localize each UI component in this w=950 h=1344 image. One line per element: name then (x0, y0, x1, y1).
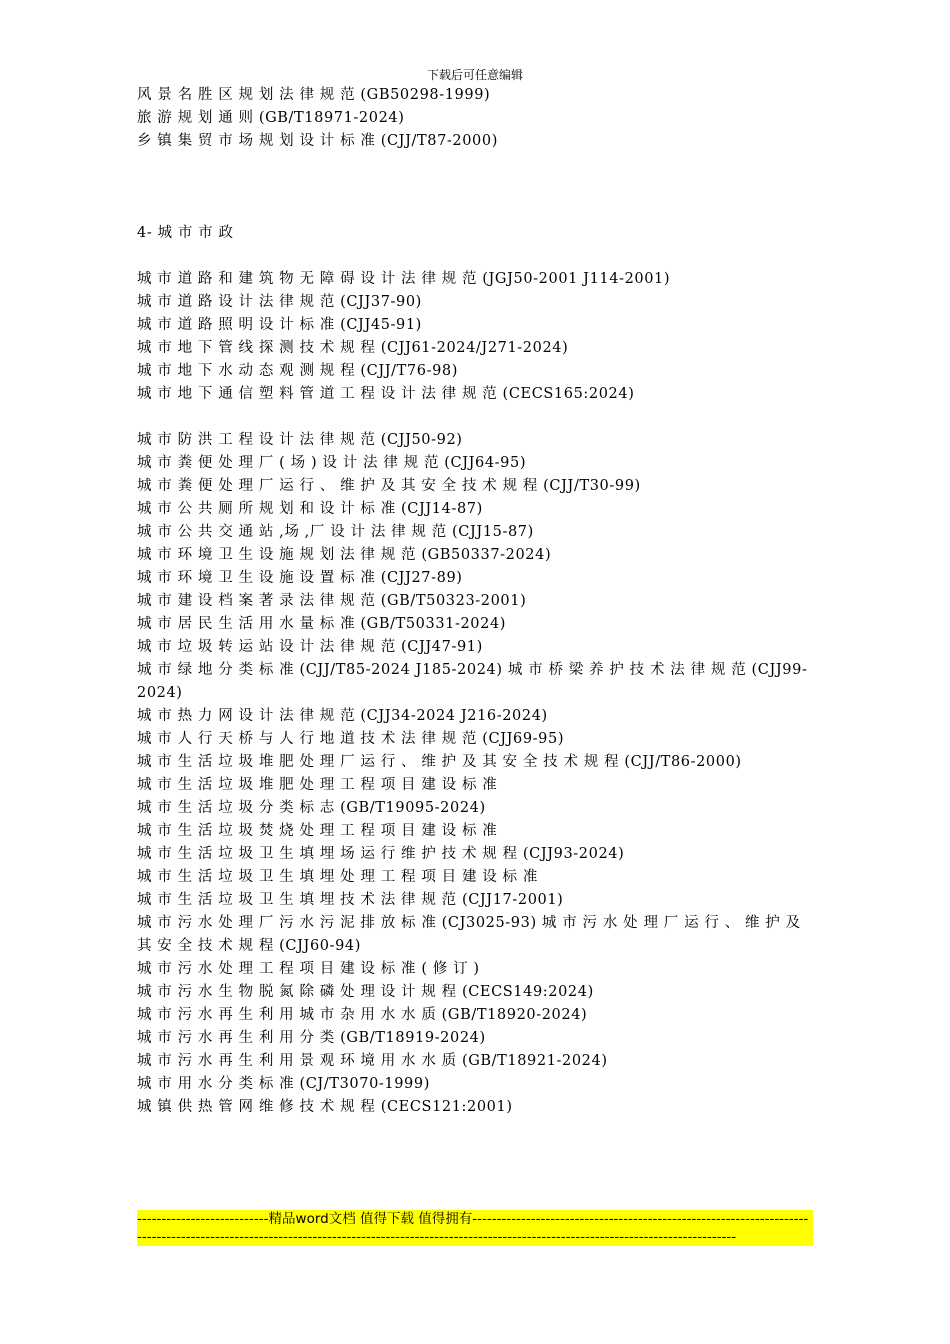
document-body (137, 84, 817, 1119)
list-item: 城 市 污 水 生 物 脱 氮 除 磷 处 理 设 计 规 程 (CECS149:2024) (137, 984, 594, 1000)
standards-list-top (137, 84, 817, 153)
list-item: 城 市 居 民 生 活 用 水 量 标 准 (GB/T50331-2024) (137, 616, 507, 632)
list-item: 城 市 垃 圾 转 运 站 设 计 法 律 规 范 (CJJ47-91) (137, 639, 483, 655)
standards-list-b (137, 429, 817, 1119)
list-item: 城 市 人 行 天 桥 与 人 行 地 道 技 术 法 律 规 范 (CJJ69-95) (137, 731, 565, 747)
list-item: 城 市 污 水 处 理 厂 污 水 污 泥 排 放 标 准 (CJ3025-93) 城 市 污 水 处 理 厂 运 行 、 维 护 及 其 安 全 技 术 规 程 (CJJ60-94) (137, 915, 806, 954)
list-item: 城 市 环 境 卫 生 设 施 规 划 法 律 规 范 (GB50337-2024) (137, 547, 552, 563)
list-item: 旅 游 规 划 通 则 (GB/T18971-2024) (137, 110, 405, 126)
list-item: 城 市 生 活 垃 圾 卫 生 填 埋 场 运 行 维 护 技 术 规 程 (CJJ93-2024) (137, 846, 625, 862)
list-item: 城 市 地 下 水 动 态 观 测 规 程 (CJJ/T76-98) (137, 363, 458, 379)
promo-banner: ---------------------------精品word文档 值得下载 值得拥有------------------------------------------------------------------------------------------------------------------------------------------------------------------------------------------------ (137, 1210, 813, 1246)
list-item: 城 市 生 活 垃 圾 堆 肥 处 理 工 程 项 目 建 设 标 准 (137, 777, 498, 793)
list-item: 城 市 生 活 垃 圾 焚 烧 处 理 工 程 项 目 建 设 标 准 (137, 823, 498, 839)
list-item: 城 市 防 洪 工 程 设 计 法 律 规 范 (CJJ50-92) (137, 432, 463, 448)
list-item: 城 市 环 境 卫 生 设 施 设 置 标 准 (CJJ27-89) (137, 570, 463, 586)
list-item: 城 市 污 水 处 理 工 程 项 目 建 设 标 准 ( 修 订 ) (137, 961, 480, 977)
list-item: 城 市 道 路 和 建 筑 物 无 障 碍 设 计 法 律 规 范 (JGJ50-2001 J114-2001) (137, 271, 671, 287)
list-item: 城 市 热 力 网 设 计 法 律 规 范 (CJJ34-2024 J216-2024) (137, 708, 548, 724)
list-item: 城 市 生 活 垃 圾 卫 生 填 埋 技 术 法 律 规 范 (CJJ17-2001) (137, 892, 564, 908)
list-item: 城 市 道 路 设 计 法 律 规 范 (CJJ37-90) (137, 294, 422, 310)
list-item: 城 市 生 活 垃 圾 卫 生 填 埋 处 理 工 程 项 目 建 设 标 准 (137, 869, 538, 885)
spacer (137, 153, 817, 222)
list-item: 城 市 绿 地 分 类 标 准 (CJJ/T85-2024 J185-2024) 城 市 桥 梁 养 护 技 术 法 律 规 范 (CJJ99-2024) (137, 662, 808, 701)
list-item: 城 市 道 路 照 明 设 计 标 准 (CJJ45-91) (137, 317, 422, 333)
standards-list-a (137, 268, 817, 406)
list-item: 风 景 名 胜 区 规 划 法 律 规 范 (GB50298-1999) (137, 87, 491, 103)
list-item: 城 市 公 共 厕 所 规 划 和 设 计 标 准 (CJJ14-87) (137, 501, 483, 517)
list-item: 城 市 地 下 通 信 塑 料 管 道 工 程 设 计 法 律 规 范 (CECS165:2024) (137, 386, 635, 402)
list-item: 城 市 公 共 交 通 站 ,场 ,厂 设 计 法 律 规 范 (CJJ15-87) (137, 524, 534, 540)
list-item: 城 镇 供 热 管 网 维 修 技 术 规 程 (CECS121:2001) (137, 1099, 513, 1115)
spacer (137, 245, 817, 268)
page-header: 下载后可任意编辑 (426, 68, 523, 82)
list-item: 城 市 污 水 再 生 利 用 城 市 杂 用 水 水 质 (GB/T18920-2024) (137, 1007, 588, 1023)
list-item: 城 市 建 设 档 案 著 录 法 律 规 范 (GB/T50323-2001) (137, 593, 527, 609)
list-item: 城 市 用 水 分 类 标 准 (CJ/T3070-1999) (137, 1076, 430, 1092)
spacer (137, 406, 817, 429)
section-heading: 4- 城 市 市 政 (137, 225, 234, 241)
list-item: 城 市 生 活 垃 圾 分 类 标 志 (GB/T19095-2024) (137, 800, 486, 816)
list-item: 城 市 粪 便 处 理 厂 ( 场 ) 设 计 法 律 规 范 (CJJ64-95) (137, 455, 527, 471)
list-item: 城 市 粪 便 处 理 厂 运 行 、 维 护 及 其 安 全 技 术 规 程 (CJJ/T30-99) (137, 478, 641, 494)
list-item: 城 市 污 水 再 生 利 用 景 观 环 境 用 水 水 质 (GB/T18921-2024) (137, 1053, 608, 1069)
list-item: 城 市 生 活 垃 圾 堆 肥 处 理 厂 运 行 、 维 护 及 其 安 全 技 术 规 程 (CJJ/T86-2000) (137, 754, 742, 770)
list-item: 乡 镇 集 贸 市 场 规 划 设 计 标 准 (CJJ/T87-2000) (137, 133, 498, 149)
list-item: 城 市 污 水 再 生 利 用 分 类 (GB/T18919-2024) (137, 1030, 486, 1046)
list-item: 城 市 地 下 管 线 探 测 技 术 规 程 (CJJ61-2024/J271-2024) (137, 340, 569, 356)
